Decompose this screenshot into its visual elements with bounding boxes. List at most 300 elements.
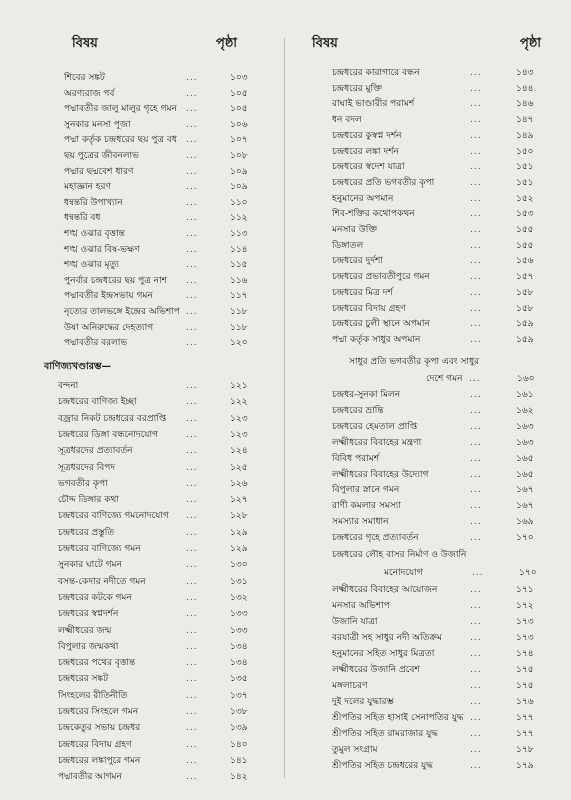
toc-entry-dots: ... [186, 197, 198, 208]
toc-entry-title: চন্দ্রধরের লঙ্কা দর্শন [332, 146, 399, 157]
toc-entry-title: সিংহলের রীতিনীতি [58, 690, 128, 701]
toc-entry-page: ১৩২ [230, 592, 248, 603]
toc-entry-page: ১৬৩ [516, 437, 534, 448]
toc-entry-title: পদ্মা কর্তৃক সাধুর অপমান [332, 334, 421, 345]
toc-entry-title: বিপুলার জন্মকথা [58, 641, 119, 652]
toc-entry-dots: ... [186, 723, 198, 734]
toc-entry-dots: ... [186, 322, 198, 333]
toc-entry-title: পদ্মা কর্তৃক চন্দ্রধরের ছয় পুত্র বধ [64, 135, 177, 146]
toc-entry-title: ছয় পুত্রের জীবনলাভ [64, 151, 139, 161]
toc-entry-dots: ... [470, 485, 482, 496]
toc-entry-page: ১৭৪ [516, 649, 534, 659]
toc-entry [332, 388, 567, 403]
toc-entry-title: চন্দ্রধরের কারাগারে বন্ধন [332, 68, 420, 78]
toc-entry-title: চন্দ্রধরের সঙ্কট [58, 674, 109, 685]
toc-entry [58, 412, 282, 427]
toc-entry [332, 759, 567, 774]
toc-entry [58, 640, 282, 655]
toc-entry-dots: ... [470, 517, 482, 528]
toc-entry-title: লক্ষ্মীধরের বিবাহের মন্ত্রণা [332, 437, 422, 448]
toc-entry [58, 738, 282, 753]
toc-entry [332, 223, 567, 238]
toc-entry-dots: ... [470, 729, 482, 739]
toc-entry [58, 461, 282, 476]
toc-entry-dots: ... [470, 209, 482, 220]
toc-entry-page: ১৩৩ [230, 625, 248, 636]
toc-entry-page: ১৫০ [516, 146, 534, 157]
toc-entry-page: ১২৩ [230, 429, 248, 440]
toc-entry-dots: ... [470, 649, 482, 659]
column-divider [284, 38, 285, 778]
toc-entry-page: ১২৯ [230, 544, 248, 554]
toc-entry-title: চন্দ্রধরের গৃহে প্রত্যাবর্তন [332, 533, 419, 544]
toc-entry-page: ১২৩ [230, 413, 248, 424]
toc-entry-page: ১৩৯ [230, 723, 248, 734]
toc-entry-dots: ... [186, 462, 198, 473]
toc-entry [64, 336, 282, 351]
toc-entry-page: ১৬৩ [516, 421, 534, 432]
toc-entry-page: ১৫৮ [516, 303, 534, 314]
toc-entry [58, 721, 282, 736]
toc-entry-page: ১৩৩ [230, 609, 248, 620]
toc-entry-dots: ... [186, 641, 198, 652]
right-heading-page: পৃষ্ঠা [520, 36, 542, 51]
toc-entry-dots: ... [186, 560, 198, 571]
toc-entry-page: ১৪৭ [516, 115, 534, 126]
toc-entry-dots: ... [470, 99, 482, 110]
toc-entry [64, 227, 282, 242]
toc-entry-dots: ... [186, 446, 198, 457]
toc-entry-page: ১২০ [230, 338, 248, 349]
toc-entry [332, 270, 567, 285]
toc-entry [332, 631, 567, 646]
toc-entry [332, 145, 567, 160]
toc-entry-title: শ্রীপতির সহিত হাসাই সেনাপতির যুদ্ধ [332, 713, 464, 723]
toc-entry-dots: ... [186, 674, 198, 685]
toc-entry-page: ১৭৫ [516, 681, 534, 691]
toc-entry-page: ১৫৫ [516, 225, 534, 235]
toc-entry-page: ১৭৭ [516, 713, 534, 723]
right-heading-subject: বিষয় [312, 36, 338, 51]
toc-entry-page: ১১৮ [230, 322, 248, 333]
toc-entry-dots: ... [186, 104, 198, 115]
toc-entry-title: চন্দ্রধরের বাণিজ্য ইচ্ছা [58, 397, 137, 408]
toc-entry-dots: ... [470, 665, 482, 675]
toc-entry [332, 254, 567, 269]
toc-entry-title: সমস্যার সমাধান [332, 517, 389, 528]
toc-entry-title: পদ্মাবতীর বরলাভ [64, 338, 128, 349]
toc-entry-title: বসন্ত-কেদার নদীতে গমন [58, 576, 146, 587]
toc-entry [58, 607, 282, 622]
toc-entry-title: চন্দ্রধরের পথের বৃত্তান্ত [58, 658, 136, 669]
toc-entry-page: ১৭০ [516, 533, 534, 544]
toc-entry [332, 333, 567, 348]
toc-entry-dots: ... [186, 244, 198, 255]
toc-entry [64, 165, 282, 180]
toc-entry-page: ১০৫ [230, 104, 248, 115]
toc-entry-title: শ্রীপতির সহিত চন্দ্রধরের যুদ্ধ [332, 761, 433, 771]
toc-entry-page: ১৭৩ [516, 617, 534, 627]
toc-entry-page: ১৩১ [230, 576, 248, 587]
toc-entry-title: চন্দ্রধরের চুলী স্থানে অপমান [332, 319, 430, 330]
toc-entry-dots: ... [470, 256, 482, 267]
toc-entry-dots: ... [186, 119, 198, 130]
toc-entry-title: মনসার উক্তি [332, 225, 378, 235]
toc-entry [332, 97, 567, 112]
toc-entry-page: ১৪৬ [516, 99, 534, 110]
toc-entry-page: ১২৭ [230, 495, 248, 506]
toc-entry-page: ১২৫ [230, 462, 248, 473]
toc-entry-title: ভগবতীর কৃপা [58, 478, 108, 489]
toc-entry [332, 286, 567, 301]
toc-entry-title: উষা অনিরুদ্ধের দেহত্যাগ [64, 322, 154, 333]
toc-entry [64, 149, 282, 164]
toc-entry-page: ১২৬ [230, 478, 248, 489]
toc-entry-dots: ... [186, 135, 198, 146]
toc-entry-dots: ... [470, 617, 482, 627]
toc-entry [58, 624, 282, 639]
toc-entry-title: চন্দ্রধরের বিদায় গ্রহণ [332, 303, 406, 314]
toc-entry-dots: ... [186, 73, 198, 83]
toc-entry-dots: ... [470, 453, 482, 464]
toc-entry [332, 515, 567, 530]
toc-entry-page: ১০৮ [230, 151, 248, 161]
toc-entry-title: চন্দ্রধরের কুস্বপ্ন দর্শন [332, 130, 402, 141]
toc-entry [64, 243, 282, 258]
toc-entry-page: ১০৭ [230, 135, 248, 146]
section-title: বাণিজ্যখণ্ডারম্ভ— [44, 361, 112, 372]
toc-entry [332, 207, 567, 222]
toc-entry [332, 615, 567, 630]
toc-entry-dots: ... [470, 697, 482, 707]
toc-entry-page: ১২২ [230, 397, 248, 408]
toc-entry-dots: ... [186, 151, 198, 161]
toc-entry-title: সাধুর প্রতি ভগবতীর কৃপা এবং সাধুর [349, 357, 480, 367]
toc-entry [332, 583, 567, 598]
toc-entry-dots: ... [186, 381, 198, 391]
toc-entry [332, 468, 567, 483]
toc-entry-page: ১০৬ [230, 119, 248, 130]
toc-entry-dots: ... [186, 307, 198, 317]
toc-entry [332, 129, 567, 144]
toc-entry-title: বন্দনা [58, 381, 79, 391]
toc-entry [332, 436, 567, 451]
toc-entry-page: ১৭৫ [516, 665, 534, 675]
toc-entry-dots: ... [470, 390, 482, 400]
toc-entry-dots: ... [186, 291, 198, 302]
toc-entry-title: শঙ্খ ওঝার মৃত্যু [64, 260, 119, 271]
toc-entry-dots: ... [186, 609, 198, 620]
toc-entry-title: লক্ষ্মীধরের বিবাহের আয়োজন [332, 585, 438, 595]
toc-entry [58, 575, 282, 590]
toc-entry [332, 317, 567, 332]
toc-entry-title: চন্দ্রধরের দুর্দশা [332, 256, 383, 267]
toc-entry-page: ১০৯ [230, 166, 248, 177]
toc-entry-dots: ... [470, 745, 482, 755]
toc-entry-title: চন্দ্রধরের স্বপ্নদর্শন [58, 609, 119, 620]
toc-entry-dots: ... [470, 533, 482, 544]
toc-entry [58, 591, 282, 606]
toc-entry [58, 754, 282, 769]
toc-entry-title: চন্দ্রধরের প্রস্তুতি [58, 527, 115, 538]
toc-entry-page: ১৫৯ [516, 319, 534, 330]
toc-entry [332, 160, 567, 175]
toc-entry [332, 695, 567, 710]
toc-entry-title: বিবিধ পরামর্শ [332, 453, 380, 464]
toc-entry-page: ১৫২ [516, 193, 534, 204]
toc-entry-page: ১৩৭ [230, 690, 248, 701]
toc-entry-page: ১৭১ [516, 585, 534, 595]
toc-entry-page: ১০৩ [230, 73, 248, 83]
toc-entry [332, 192, 567, 207]
toc-entry-page: ১৬৭ [516, 501, 534, 512]
toc-entry-title: সূত্রধরদের প্রত্যাবর্তন [58, 446, 133, 457]
toc-entry-title: চন্দ্রধরের মুক্তি [332, 83, 382, 94]
toc-entry-dots: ... [470, 303, 482, 314]
toc-entry-page: ১৫৯ [516, 334, 534, 345]
toc-entry-title: চন্দ্রধরের হেমতাল প্রাপ্তি [332, 421, 418, 432]
toc-entry-title: চন্দ্রধরের বাণিজ্যে গমন [58, 544, 141, 554]
toc-entry [64, 289, 282, 304]
toc-entry-dots: ... [470, 225, 482, 235]
toc-entry-dots: ... [186, 576, 198, 587]
toc-entry [58, 526, 282, 541]
toc-entry-page: ১৭৩ [516, 633, 534, 643]
toc-entry-dots: ... [470, 83, 482, 94]
toc-entry-dots: ... [186, 275, 198, 286]
toc-entry-page: ১৭৭ [516, 729, 534, 739]
left-heading-subject: বিষয় [72, 36, 98, 51]
toc-entry-title: ধন বদল [332, 115, 362, 126]
toc-entry-dots: ... [186, 229, 198, 239]
toc-entry-title: চন্দ্রধরের প্রতি ভগবতীর কৃপা [332, 177, 435, 188]
toc-entry-page: ১১৬ [230, 275, 248, 286]
toc-entry-page: ১৫১ [516, 177, 534, 188]
toc-entry [58, 689, 282, 704]
toc-entry-title: মঙ্গলাচরণ [332, 681, 368, 691]
toc-entry [332, 499, 567, 514]
toc-entry-title: মহাজ্ঞান হরণ [64, 182, 111, 193]
toc-entry-title: লক্ষ্মীধরের বিবাহের উদ্যোগ [332, 469, 429, 480]
toc-entry-title: বরযাত্রী সহ সাধুর নদী অতিক্রম [332, 633, 442, 643]
toc-entry-title: বজ্রার নিকট চন্দ্রধরের বরপ্রাপ্তি [58, 413, 167, 424]
toc-entry-title: রাণী কমলার সমস্যা [332, 501, 401, 512]
toc-entry-dots: ... [470, 162, 482, 173]
toc-entry-page: ১৬১ [516, 390, 534, 400]
toc-entry [64, 305, 282, 320]
toc-entry [64, 211, 282, 226]
toc-entry [58, 656, 282, 671]
toc-entry-title: হনুমানের সহিত সাধুর মিত্রতা [332, 649, 435, 659]
toc-entry [332, 66, 567, 81]
toc-entry-title: দুই দলের যুদ্ধারম্ভ [332, 697, 394, 707]
toc-entry-title: পদ্মাবতীর ইন্দ্রসভায় গমন [64, 291, 153, 302]
toc-entry [58, 444, 282, 459]
toc-entry-page: ১২৪ [230, 446, 248, 457]
toc-entry-page: ১৭০ [519, 568, 537, 578]
toc-entry [64, 258, 282, 273]
toc-entry [58, 428, 282, 443]
toc-entry-title: শঙ্খ ওঝার বৃত্তান্ত [64, 229, 125, 239]
toc-entry-dots: ... [470, 334, 482, 345]
toc-entry-dots: ... [186, 544, 198, 554]
toc-entry-page: ১৩৪ [230, 658, 248, 669]
toc-entry-dots: ... [186, 772, 198, 783]
toc-entry-title: চন্দ্রধর-সুনকা মিলন [332, 390, 401, 400]
toc-entry-dots: ... [186, 527, 198, 538]
toc-entry-title: শ্রীপতির সহিত রামরাজার যুদ্ধ [332, 729, 438, 739]
toc-entry-title: চন্দ্রধরের সিংহলে গমন [58, 707, 139, 717]
toc-entry-dots: ... [186, 690, 198, 701]
toc-entry [64, 71, 282, 86]
left-heading-page: পৃষ্ঠা [216, 36, 238, 51]
toc-entry-dots: ... [470, 193, 482, 204]
toc-entry [64, 87, 282, 102]
toc-entry [64, 118, 282, 133]
toc-entry-dots: ... [186, 755, 198, 766]
toc-entry-page: ১৬৫ [516, 469, 534, 480]
toc-entry-dots: ... [470, 272, 482, 283]
toc-entry [58, 672, 282, 687]
toc-entry-title: পুনর্বার চন্দ্রধরের ছয় পুত্র নাশ [64, 275, 167, 286]
toc-entry [58, 558, 282, 573]
toc-entry-dots: ... [186, 397, 198, 408]
toc-entry-page: ১৬৭ [516, 485, 534, 496]
toc-entry-page: ১১৫ [230, 260, 248, 271]
toc-entry [332, 302, 567, 317]
toc-entry [64, 133, 282, 148]
toc-entry [332, 727, 567, 742]
toc-entry-page: ১৭৯ [516, 761, 534, 771]
toc-entry-page: ১৬৫ [516, 453, 534, 464]
toc-entry-page: ১৪০ [230, 739, 248, 750]
toc-entry-page: ১৫১ [516, 162, 534, 173]
toc-entry [332, 711, 567, 726]
toc-entry-title: বিপুলার স্নানে গমন [332, 485, 400, 496]
toc-entry-page: ১৩৫ [230, 674, 248, 685]
toc-entry [332, 420, 567, 435]
toc-entry-dots: ... [472, 568, 484, 578]
toc-entry-page: ১১৮ [230, 307, 248, 317]
toc-entry-dots: ... [186, 495, 198, 506]
toc-entry-dots: ... [186, 625, 198, 636]
toc-entry-dots: ... [470, 501, 482, 512]
toc-entry-title: উজানি যাত্রা [332, 617, 378, 627]
wrap-entry-2-line-1 [332, 548, 567, 563]
toc-entry-page: ১৫৬ [516, 256, 534, 267]
toc-entry-dots: ... [470, 405, 482, 416]
toc-entry-dots: ... [470, 437, 482, 448]
toc-entry-title: চন্দ্রধরের লঙ্কাপুরে গমন [58, 755, 141, 766]
toc-entry-title: পদ্মাবতীর আগমন [58, 772, 122, 783]
toc-entry-page: ১২৯ [230, 527, 248, 538]
toc-entry-dots: ... [470, 177, 482, 188]
toc-entry-dots: ... [470, 633, 482, 643]
toc-entry-page: ১৩৮ [230, 707, 248, 717]
toc-entry [332, 743, 567, 758]
toc-entry-title: তুমুল সংগ্রাম [332, 745, 378, 755]
toc-entry [332, 452, 567, 467]
toc-entry-title: সূত্রধরদের বিপদ [58, 462, 116, 473]
toc-entry-page: ১০৯ [230, 182, 248, 193]
toc-entry-title: লক্ষ্মীধরের জন্ম [58, 625, 112, 636]
toc-entry-title: চন্দ্রধরের প্রভাবতীপুরে গমন [332, 272, 430, 283]
toc-entry [64, 180, 282, 195]
toc-entry-dots: ... [186, 478, 198, 489]
toc-entry-dots: ... [186, 739, 198, 750]
toc-entry [58, 395, 282, 410]
toc-entry-title: রাঘাই ভাণ্ডারীর পরামর্শ [332, 99, 415, 110]
toc-entry-dots: ... [186, 592, 198, 603]
toc-entry-page: ১৫৮ [516, 287, 534, 298]
toc-entry-title: সুনকার ঘাটে গমন [58, 560, 122, 571]
toc-entry-page: ১৭৮ [516, 745, 534, 755]
toc-entry-page: ১৪৩ [516, 68, 534, 78]
toc-entry-title: নৃত্যের তালভঙ্গে ইন্দ্রের অভিশাপ [64, 307, 180, 317]
toc-entry-dots: ... [186, 658, 198, 669]
toc-entry-page: ১৫৫ [516, 240, 534, 251]
toc-entry-dots: ... [470, 713, 482, 723]
toc-entry [58, 770, 282, 785]
toc-entry-page: ১৫৭ [516, 272, 534, 283]
toc-entry-title: সুনকার মনসা পূজা [64, 119, 131, 130]
toc-entry [64, 274, 282, 289]
toc-entry-dots: ... [186, 166, 198, 177]
toc-entry-dots: ... [470, 68, 482, 78]
toc-entry-dots: ... [186, 511, 198, 522]
toc-entry-page: ১৬২ [516, 405, 534, 416]
toc-entry-dots: ... [470, 681, 482, 691]
toc-entry-page: ১৬৯ [516, 517, 534, 528]
toc-entry-title: মনোদযোগ [384, 568, 423, 578]
toc-entry [58, 493, 282, 508]
toc-entry-page: ১৪২ [230, 772, 248, 783]
toc-entry-title: চন্দ্রধরের ডিঙ্গা বন্ধনোদযোগ [58, 429, 158, 440]
toc-entry-page: ১১০ [230, 197, 248, 208]
toc-entry-title: অরণ্যরাজ পর্ব [64, 88, 115, 99]
toc-entry-title: মনসার অভিশাপ [332, 601, 390, 611]
toc-entry [332, 82, 567, 97]
toc-entry-page: ১০৫ [230, 88, 248, 99]
toc-entry-dots: ... [470, 469, 482, 480]
toc-entry-dots: ... [186, 707, 198, 717]
toc-entry-title: হনুমানের অপমান [332, 193, 394, 204]
toc-entry-title: পদ্মাবতীর জালু মালুর গৃহে গমন [64, 104, 177, 115]
toc-entry-title: দেশে গমন [426, 374, 463, 384]
toc-entry [332, 239, 567, 254]
toc-entry [58, 477, 282, 492]
toc-entry-dots: ... [186, 429, 198, 440]
toc-entry-page: ১১৩ [230, 229, 248, 239]
toc-entry-dots: ... [470, 240, 482, 251]
toc-entry-dots: ... [186, 213, 198, 224]
toc-entry-dots: ... [470, 761, 482, 771]
toc-entry-page: ১৪১ [230, 755, 248, 766]
toc-entry-dots: ... [470, 130, 482, 141]
toc-entry-title: পদ্মার ছদ্মবেশ ধারণ [64, 166, 134, 177]
toc-entry [58, 705, 282, 720]
wrap-entry-1-line-1 [349, 355, 569, 370]
toc-entry-title: শিবের সঙ্কট [64, 73, 105, 83]
toc-entry-page: ১৫৩ [516, 209, 534, 220]
toc-entry-page: ১৪৪ [516, 83, 534, 94]
toc-entry-page: ১১৭ [230, 291, 248, 302]
toc-entry-title: লক্ষ্মীধরের উজানি প্রবেশ [332, 665, 420, 675]
toc-entry-title: চন্দ্রধরের কটকে গমন [58, 592, 132, 603]
toc-entry-dots: ... [470, 421, 482, 432]
toc-entry-dots: ... [186, 182, 198, 193]
toc-entry [58, 542, 282, 557]
